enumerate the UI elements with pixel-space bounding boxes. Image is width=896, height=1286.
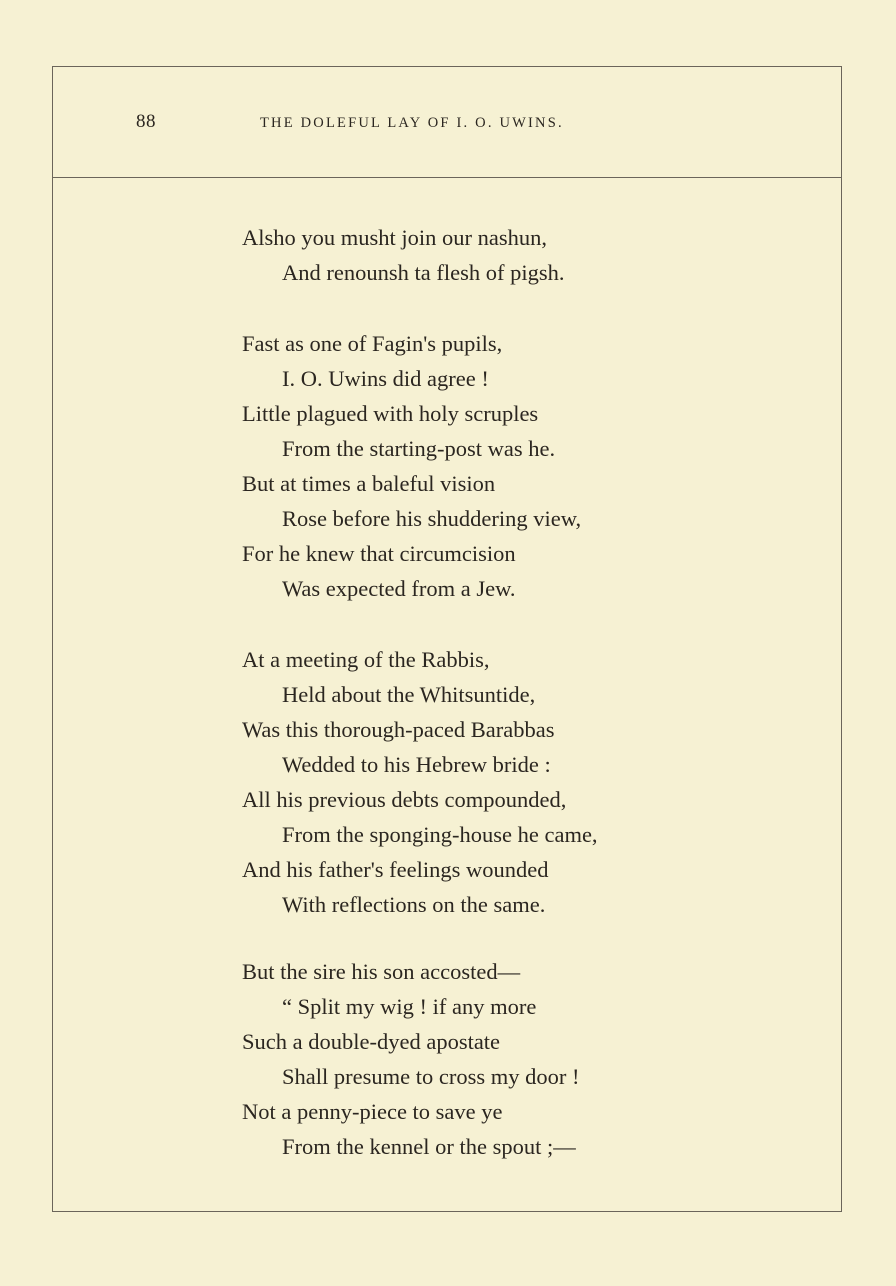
page-number: 88 — [136, 111, 156, 132]
poem-line: From the kennel or the spout ;— — [282, 1134, 576, 1159]
poem-line: Such a double-dyed apostate — [242, 1029, 501, 1054]
poem-line: But at times a baleful vision — [242, 471, 496, 496]
poem-line: From the starting-post was he. — [282, 436, 556, 461]
poem-line: Was this thorough-paced Barabbas — [242, 717, 555, 742]
poem-line: Rose before his shuddering view, — [282, 506, 582, 531]
poem-line: With reflections on the same. — [282, 892, 546, 917]
poem-line: “ Split my wig ! if any more — [282, 994, 537, 1019]
poem-line: For he knew that circumcision — [242, 541, 516, 566]
poem-line: Shall presume to cross my door ! — [282, 1064, 580, 1089]
poem-line: Fast as one of Fagin's pupils, — [242, 331, 503, 356]
poem-line: Was expected from a Jew. — [282, 576, 516, 601]
poem-line: I. O. Uwins did agree ! — [282, 366, 489, 391]
poem-line: Little plagued with holy scruples — [242, 401, 539, 426]
poem-line: And his father's feelings wounded — [242, 857, 549, 882]
poem-line: And renounsh ta flesh of pigsh. — [282, 260, 565, 285]
poem-line: From the sponging-house he came, — [282, 822, 598, 847]
poem-line: Not a penny-piece to save ye — [242, 1099, 503, 1124]
header-rule — [52, 177, 842, 178]
running-head: THE DOLEFUL LAY OF I. O. UWINS. — [260, 115, 564, 131]
poem-line: At a meeting of the Rabbis, — [242, 647, 490, 672]
poem-line: Held about the Whitsuntide, — [282, 682, 536, 707]
poem-line: But the sire his son accosted— — [242, 959, 521, 984]
poem-line: Alsho you musht join our nashun, — [242, 225, 548, 250]
poem-line: Wedded to his Hebrew bride : — [282, 752, 551, 777]
poem-line: All his previous debts compounded, — [242, 787, 567, 812]
